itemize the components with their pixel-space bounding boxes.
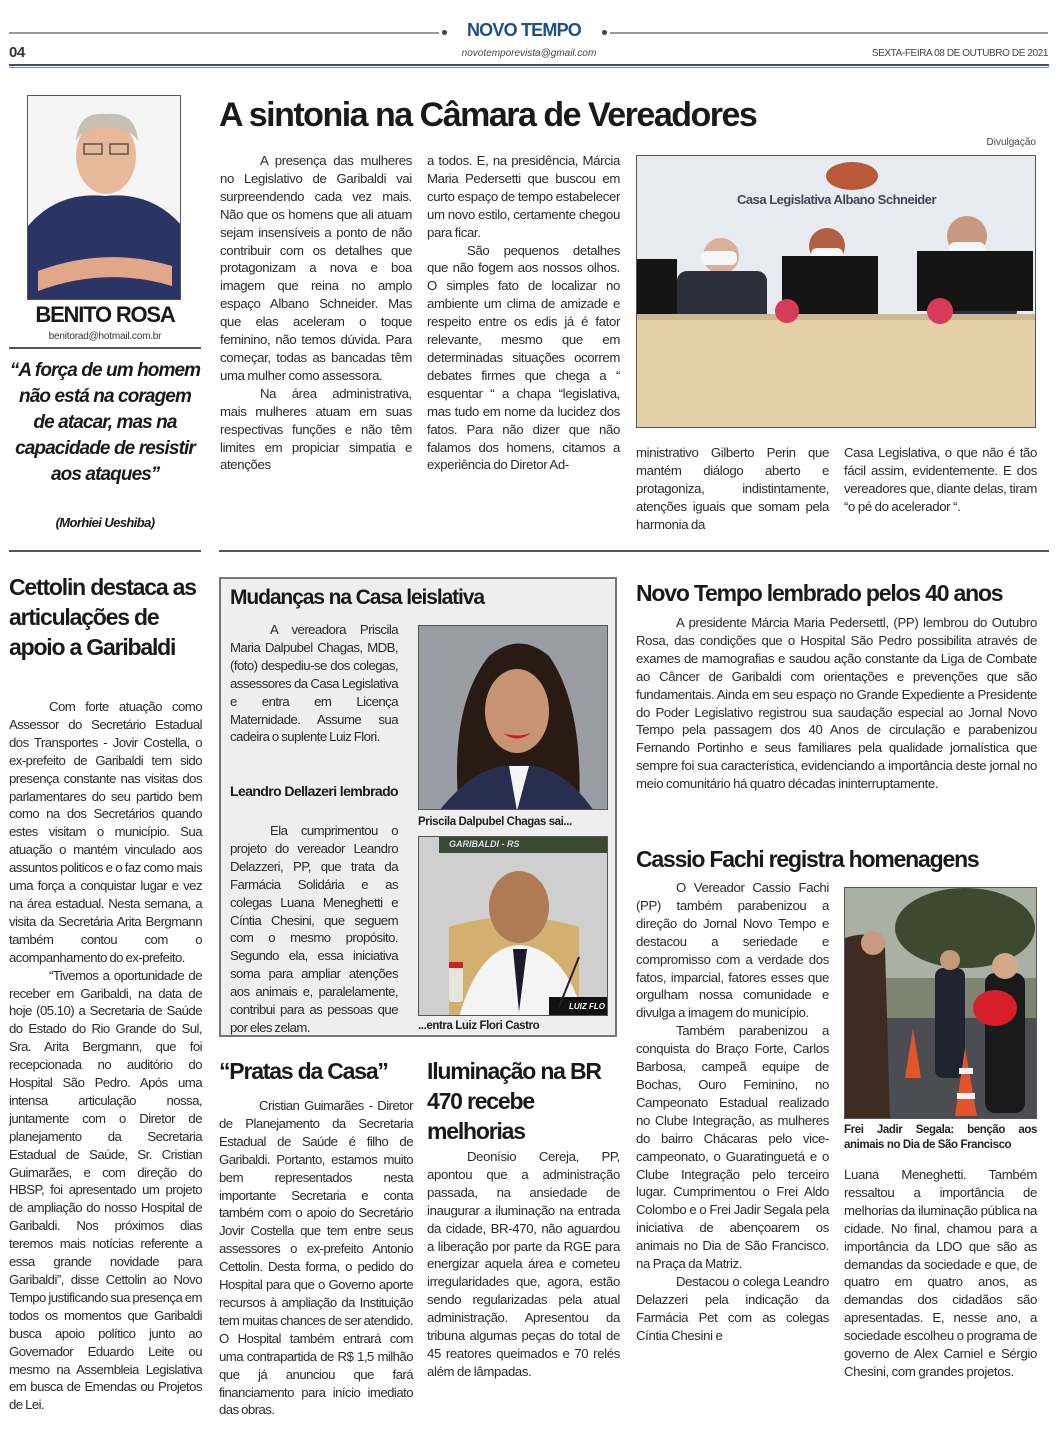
luiz-flori-portrait-icon [419, 837, 608, 1016]
cassio-headline: Cassio Fachi registra homenagens [636, 846, 979, 872]
lead-col2-para-1: a todos. E, na presidência, Márcia Maria Pedersetti que buscou em curto espaço de tempo estabelecer um novo estilo, certamente chegou para ficar. [427, 153, 620, 240]
mudancas-para-1: A vereadora Priscila Maria Dalpubel Chagas, MDB, (foto) despediu-se dos colegas, assessores da Casa Legislativa e entra em Licença Maternidade. Assume sua cadeira o suplente Luiz Flori. [230, 622, 398, 745]
pratas-headline: “Pratas da Casa” [219, 1058, 388, 1084]
mudancas-body-2 [230, 822, 398, 1037]
priscila-photo [418, 625, 608, 810]
novo-tempo-40-headline: Novo Tempo lembrado pelos 40 anos [636, 580, 1003, 606]
lead-headline: A sintonia na Câmara de Vereadores [219, 96, 757, 134]
garibaldi-banner: GARIBALDI - RS [449, 839, 520, 849]
blessing-scene-icon [845, 888, 1037, 1119]
cassio-para-1: O Vereador Cassio Fachi (PP) também parabenizou a direção do Jornal Novo Tempo e destacou a seriedade e compromisso com a verdade dos fatos, imparcial, fatores esses que orgulham nossa comunidade e divulga a imagem do município. [636, 880, 829, 1021]
mudancas-para-2: Ela cumprimentou o projeto do vereador Leandro Delazzeri, PP, que trata da Farmácia Solidária e as colegas Luana Meneghetti e Cíntia Chesini, que seguem com o mesmo propósito. Segundo ela, essa iniciativa soma para ampliar atenções aos animais e, paralelamente, contribui para as pessoas que por eles zelam. [230, 823, 398, 1035]
novo-tempo-40-para: A presidente Márcia Maria Pedersettl, (PP) lembrou do Outubro Rosa, das condições que o Hospital São Pedro possibilita através de exames de mamografias e saudou ação constante da Liga de Combate ao Câncer de Garibaldi com orientações e prevenções que são fundamentais. Ainda em seu espaço no Grande Expediente a Presidente do Poder Legislativo registrou sua saudação especial ao Jornal Novo Tempo pela passagem dos 40 Anos de circulação e parabenizou Fernando Portinho e seus familiares pela qualidade jornalística que sempre foi sua característica, evidenciando a importância deste jornal no meio comunitário há quatro décadas ininterruptamente. [636, 615, 1037, 792]
frei-jadir-caption: Frei Jadir Segala: benção aos animais no Dia de São Francisco [844, 1124, 1037, 1151]
mudancas-subhead: Leandro Dellazeri lembrado [230, 783, 399, 799]
masthead-double-rule-top [9, 64, 1049, 66]
lead-col1-para-2: Na área administrativa, mais mulheres atuam em suas respectivas funções e não têm limites em propiciar simpatia e atenções [220, 385, 412, 473]
lead-col-2 [427, 152, 620, 474]
cettolin-para-1: Com forte atuação como Assessor do Secretário Estadual dos Transportes - Jovir Costella, o ex-prefeito de Garibaldi tem sido presença constante nas visitas dos parlamentares do seu partido bem como na dos Secretários quando estes visitam o município. Sua atuação o mantém vinculado aos assuntos politicos e o faz como mais uma força a conquistar lugar e vez na área estadual. Nesta semana, a visita da Secretária Arita Bergmann também contou com o acompanhamento do ex-prefeito. [9, 699, 202, 965]
quote-author: (Morhiei Ueshiba) [55, 515, 155, 530]
page-number: 04 [9, 44, 25, 61]
mudancas-headline: Mudanças na Casa leislativa [230, 586, 484, 609]
lead-col1-para-1: A presença das mulheres no Legislativo de Garibaldi vai surpreendendo cada vez mais. Não que os homens que ali atuam sejam insensíveis a ponto de não contribuir com os detalhes que protagonizam a nova e boa imagem que reina no amplo espaço Albano Schneider. Mas que elas aceleram o toque feminino, não temos dúvida. Para começar, todas as bancadas têm uma mulher como assessora. [220, 153, 412, 383]
cettolin-para-2: “Tivemos a oportunidade de receber em Garibaldi, na data de hoje (05.10) a Secretaria de Saúde do Estado do Rio Grande do Sul, Sra. Arita Bergmann, que foi recepcionada no auditório do Hospital São Pedro. Após uma intensa articulação nossa, juntamente com o Diretor de planejamento da Secretaria Estadual de Saúde, Sr. Cristian Guimarães, e com direção do HBSP, foi apresentado um projeto de ampliação do nosso Hospital de Garibaldi. Nos próximos dias teremos mais notícias referente a essa grande novidade para Garibaldi”, disse Cettolin ao Novo Tempo justificando sua presença em todos os momentos que Garibaldi busca apoio político junto ao Governador Eduardo Leite ou mesmo na Assembleia Legislativa em busca de Emendas ou Projetos de Lei. [9, 967, 202, 1413]
chamber-photo [636, 155, 1036, 428]
lead-col-1 [220, 152, 412, 474]
cettolin-body [9, 698, 202, 1414]
iluminacao-body [427, 1148, 620, 1381]
masthead-email: novotemporevista@gmail.com [461, 48, 597, 59]
cassio-col-1 [636, 879, 829, 1345]
cassio-para-2: Também parabenizou a conquista do Braço Forte, Carlos Barbosa, campeã equipe de Bochas, Ouro Feminino, no Campeonato Estadual realizado no Clube Integração, as mulheres do bairro Chácaras pelo vice-campeonato, o Guaratinguetá e o Clube Integração pelo terceiro lugar. Cumprimentou o Frei Aldo Colombo e o Frei Jadir Segala pela iniciativa de abençoarem os animais no Dia de São Francisco. na Praça da Matriz. [636, 1023, 829, 1272]
columnist-quote: “A força de um homem não está na coragem de atacar, mas na capacidade de resistir aos ataques’’ [9, 360, 201, 485]
luiz-flori-photo [418, 836, 608, 1016]
nameplate: LUIZ FLO [569, 1002, 605, 1011]
masthead-title: NOVO TEMPO [466, 20, 581, 40]
columnist-divider [9, 347, 201, 349]
lead-col-4: Casa Legislativa, o que não é tão fácil assim, evidentemente. E dos vereadores que, diante delas, tiram “o pé do acelerador “. [844, 445, 1037, 514]
lead-col2-para-2: São pequenos detalhes que não fogem aos nossos olhos. O simples fato de localizar no ambiente um clima de amizade e respeito entre os edis já é fator relevante, mesmo que em determinadas situações ocorrem debates firmes que chega a “ esquentar “ a chapa “legislativa, mas tudo em nome da lucidez dos fatos. Para não dizer que não falamos dos homens, citamos a experiência do Diretor Ad- [427, 242, 620, 473]
frei-jadir-photo [844, 887, 1037, 1119]
cettolin-headline: Cettolin destaca as articulações de apoio a Garibaldi [9, 574, 196, 660]
masthead-date: SEXTA-FEIRA 08 DE OUTUBRO DE 2021 [871, 48, 1048, 59]
cassio-col-2: Luana Meneghetti. Também ressaltou a importância de melhorias da iluminação pública na cidade. No final, chamou para a importância da LDO que são as demandas da sociedade e que, de quatro em quatro anos, as demandas dos cidadãos são apresentadas. E, nesse ano, a sociedade escolheu o programa de governo de Alex Carniel e Sérgio Chesini, com grandes projetos. [844, 1167, 1037, 1379]
mudancas-box [219, 577, 617, 1037]
chamber-sign: Casa Legislativa Albano Schneider [737, 192, 937, 207]
pratas-body [219, 1097, 413, 1419]
photo-credit: Divulgação [986, 137, 1036, 148]
masthead-dot-right [602, 30, 607, 35]
masthead-left-rule [9, 32, 439, 34]
mudancas-body [230, 621, 398, 746]
section-divider-left [9, 550, 201, 552]
masthead-double-rule-bottom [9, 67, 1049, 68]
columnist-name: BENITO ROSA [35, 302, 175, 327]
section-divider-right [219, 550, 1049, 552]
novo-tempo-40-body [636, 614, 1037, 793]
priscila-portrait-icon [419, 626, 608, 810]
pratas-para: Cristian Guimarães - Diretor de Planejamento da Secretaria Estadual de Saúde é filho de Garibaldi. Portanto, estamos muito bem representados nesta importante Secretaria e conta também com o apoio do Secretário Jovir Costella que tem entre seus assessores o ex-prefeito Antonio Cettolin. Desta forma, o pedido do Hospital para que o Governo aporte recursos à ampliação da Instituição tem muitas chances de ser atendido. O Hospital também entrará com uma contrapartida de R$ 1,5 milhão que já anunciou que fará financiamento para início imediato das obras. [219, 1098, 413, 1418]
masthead-dot-left [442, 30, 447, 35]
iluminacao-para: Deonísio Cereja, PP, apontou que a administração passada, na ansiedade de inaugurar a iluminação na entrada da cidade, BR-470, não aguardou a liberação por parte da RGE para energizar aquela área e cometeu irregularidades que, agora, estão sendo regularizadas pela atual administração. Apresentou da tribuna algumas peças do total de 45 reatores queimados e 70 relés além de lâmpadas. [427, 1149, 620, 1379]
columnist-email[interactable]: benitorad@hotmail.com.br [48, 331, 162, 342]
columnist-portrait-icon [28, 96, 181, 300]
iluminacao-headline: Iluminação na BR 470 recebe melhorias [427, 1058, 601, 1144]
columnist-photo [27, 95, 181, 300]
masthead-right-rule [610, 32, 1048, 34]
luiz-flori-caption: ...entra Luiz Flori Castro [418, 1020, 540, 1032]
cassio-para-3: Destacou o colega Leandro Delazzeri pela indicação da Farmácia Pet com as colegas Cíntia Chesini e [636, 1273, 829, 1343]
lead-col-3: ministrativo Gilberto Perin que mantém diálogo aberto e protagoniza, indistintamente, atenções iguais que somam pela harmonia da [636, 445, 829, 532]
priscila-caption: Priscila Dalpubel Chagas sai... [418, 816, 572, 828]
